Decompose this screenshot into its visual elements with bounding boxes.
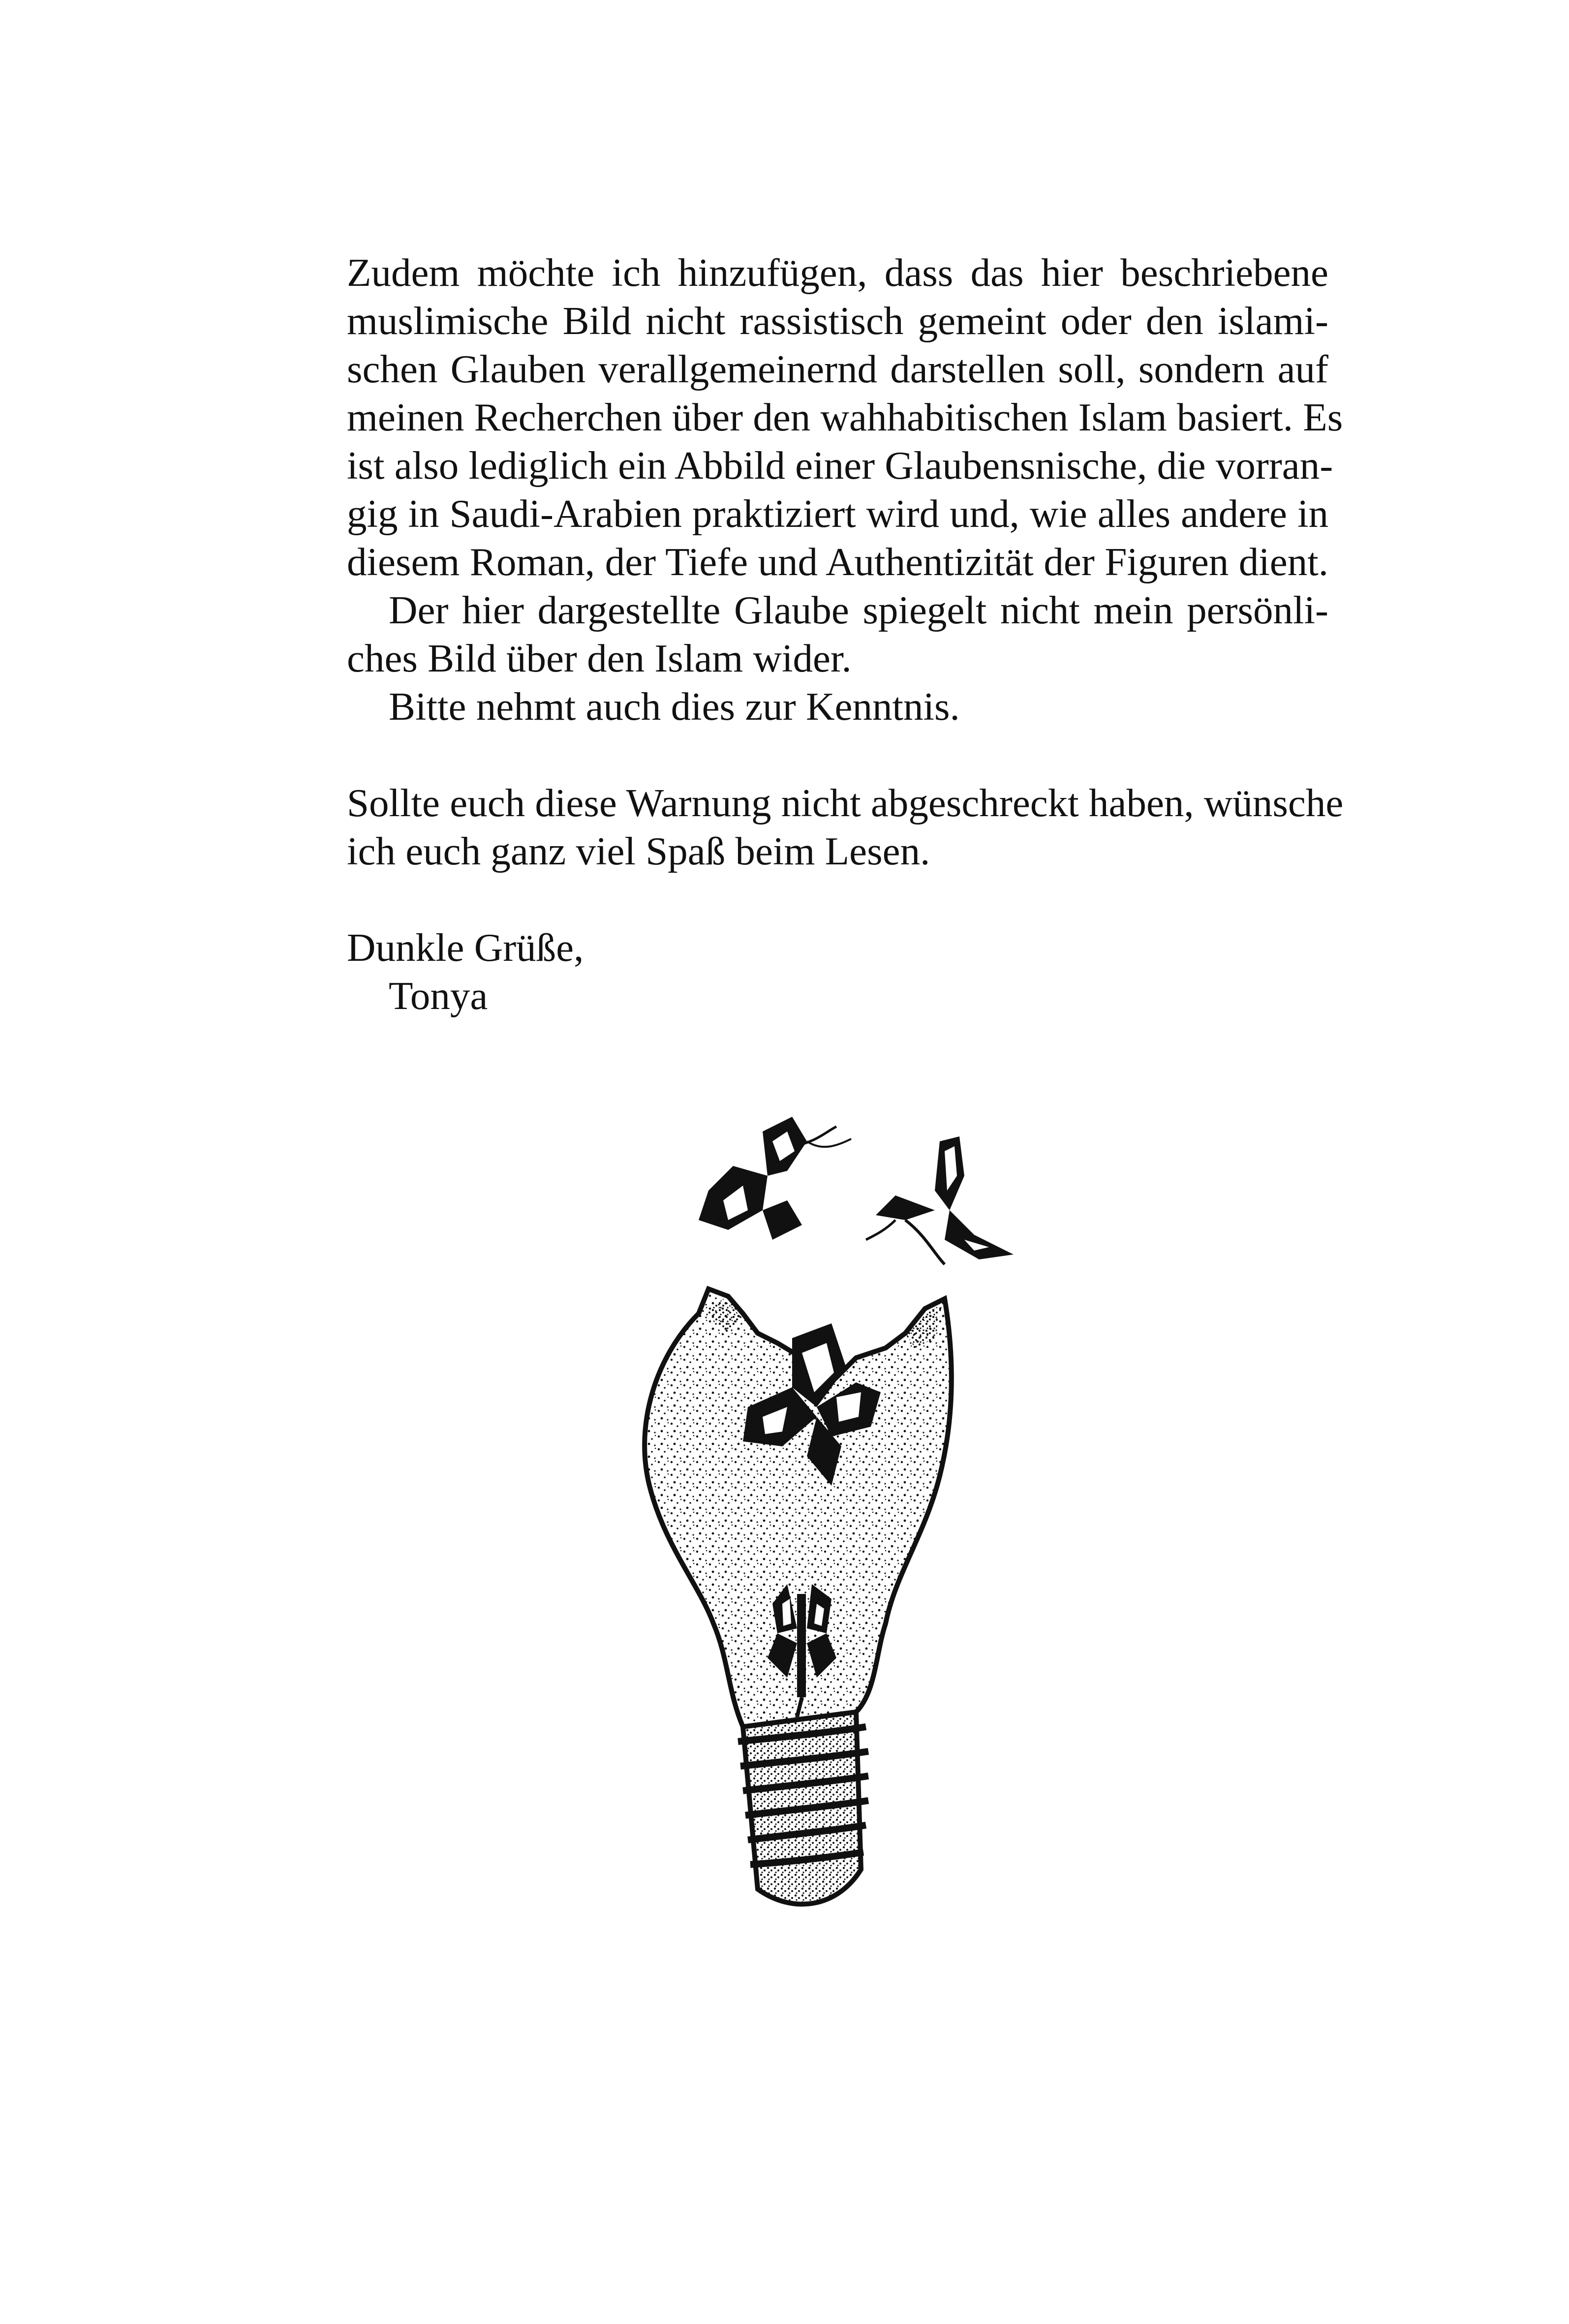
paragraph-1-line-3: schen Glauben verallgemeinernd darstellen soll, sondern auf — [347, 347, 1328, 391]
paragraph-3: Bitte nehmt auch dies zur Kenntnis. — [389, 684, 960, 729]
paragraph-1-line-6: gig in Saudi-Arabien praktiziert wird und, wie alles andere in — [347, 491, 1328, 536]
paragraph-1-line-1: Zudem möchte ich hinzufügen, dass das hier beschriebene — [347, 250, 1328, 295]
paragraph-2-line-1: Der hier dargestellte Glaube spiegelt nicht mein persönli- — [389, 588, 1328, 632]
closing-line: Dunkle Grüße, — [347, 925, 584, 970]
paragraph-1-line-4: meinen Recherchen über den wahhabitischen Islam basiert. Es — [347, 395, 1343, 439]
paragraph-1-line-7: diesem Roman, der Tiefe und Authentizität der Figuren dient. — [347, 540, 1328, 584]
light-bulb-butterflies-illustration — [581, 1102, 1122, 1978]
body-text — [347, 248, 1344, 1020]
butterfly-top-left-icon — [699, 1117, 851, 1240]
paragraph-spacer — [347, 875, 1328, 923]
signature: Tonya — [389, 974, 488, 1018]
paragraph-1-line-5: ist also lediglich ein Abbild einer Glaubensnische, die vorran- — [347, 443, 1333, 488]
paragraph-spacer — [347, 731, 1328, 779]
butterfly-top-right-icon — [866, 1136, 1014, 1264]
paragraph-4-line-2: ich euch ganz viel Spaß beim Lesen. — [347, 829, 930, 873]
paragraph-2-line-2: ches Bild über den Islam wider. — [347, 636, 852, 680]
paragraph-4-line-1: Sollte euch diese Warnung nicht abgeschreckt haben, wünsche — [347, 781, 1344, 825]
paragraph-1-line-2: muslimische Bild nicht rassistisch gemeint oder den islami- — [347, 299, 1328, 343]
bulb-screw-base — [738, 1712, 868, 1904]
